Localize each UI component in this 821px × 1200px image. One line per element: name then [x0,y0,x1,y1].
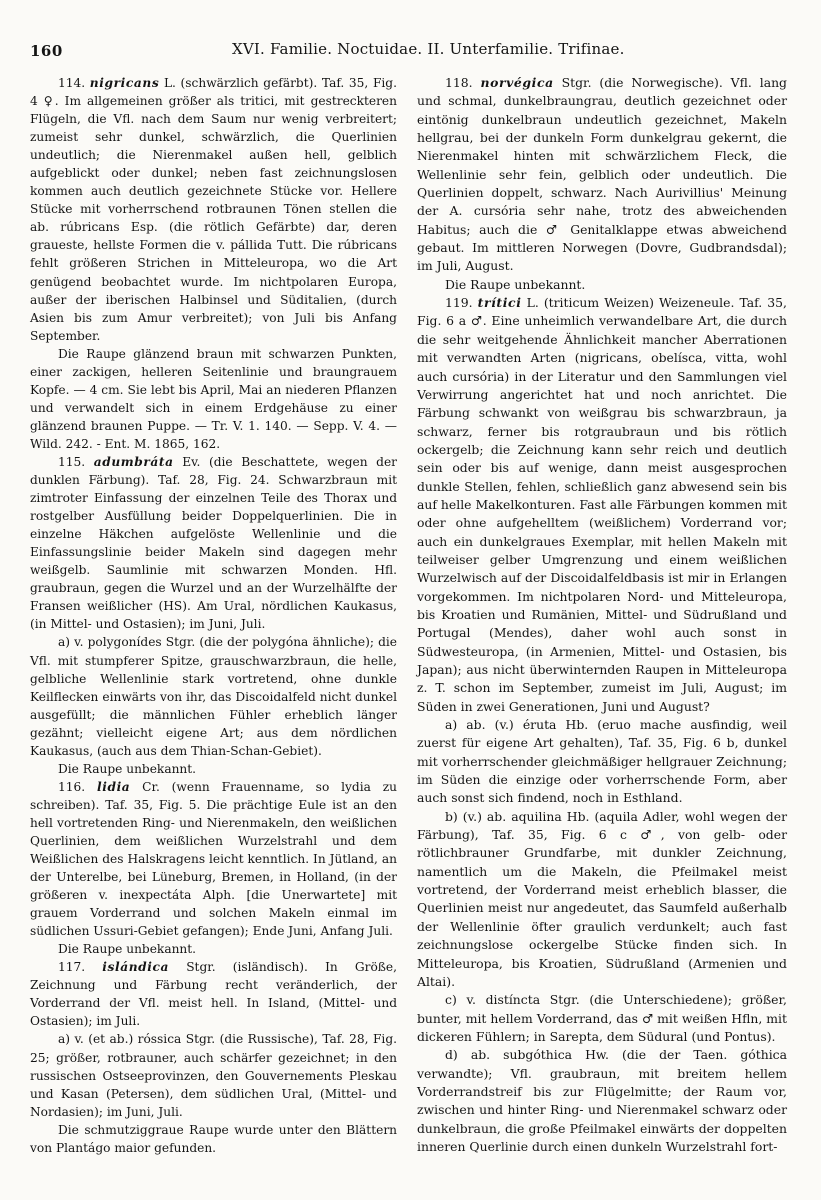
entry-number: 118. [445,75,481,90]
entry-text: Cr. (wenn Frauenname, so lydia zu schreiben). Taf. 35, Fig. 5. Die prächtige Eule ist an den hell vortretenden Ring- und Nierenmakeln, den weißlichen Querlinien, dem weißlichen Wurzelstrahl und dem Weißlichen des Halskragens leicht kenntlich. In Jütland, an der Unterelbe, bei Lüneburg, Bremen, in Holland, (in der größeren v. inexpectáta Alph. [die Unerwartete] mit grauem Vorderrand und solchen Makeln einmal im südlichen Ussuri-Gebiet gefangen); Ende Juni, Anfang Juli. [30,779,397,939]
entry-number: 115. [58,454,94,469]
entry-text: Stgr. (die Norwegische). Vfl. lang und schmal, dunkelbraungrau, deutlich gezeichnet oder eintönig dunkelbraun undeutlich gezeichnet, Makeln hellgrau, bei der dunkeln Form dunkelgrau gekernt, die Nierenmakel hinten mit schwärzlichem Fleck, die Wellenlinie sehr fein, gelblich oder undeutlich. Die Querlinien doppelt, schwarz. Nach Aurivillius' Meinung der A. cursória sehr nahe, trotz des abweichenden Habitus; auch die ♂ Genitalklappe etwas abweichend gebaut. Im mittleren Norwegen (Dovre, Gudbrandsdal); im Juli, August. [417,75,787,274]
variety-text: a) v. (et ab.) róssica Stgr. (die Russische), Taf. 28, Fig. 25; größer, rotbrauner, auch schärfer gezeichnet; in den russischen Ostseeprovinzen, den Gouvernements Pleskau und Kasan (Petersen), dem südlichen Ural, (Mittel- und Nordasien); im Juni, Juli. [30,1032,397,1119]
running-title: XVI. Familie. Noctuidae. II. Unterfamilie. Trifinae. [232,40,625,58]
entry-number: 114. [58,76,90,90]
species-name: nigricans [89,76,160,90]
entry-114 [30,74,397,345]
entry-number: 117. [58,960,103,975]
page-number: 160 [30,42,63,60]
larva-description: Die schmutziggraue Raupe wurde unter den Blättern von Plantágo maior gefunden. [30,1122,397,1155]
species-name: trítici [477,295,522,311]
entry-text: L. (triticum Weizen) Weizeneule. Taf. 35, Fig. 6 a ♂. Eine unheimlich verwandelbare Art, die durch die sehr weitgehende Ähnlichkeit mancher Aberrationen mit verwandten Arten (nigricans, obelísca, vitta, wohl auch cursória) in der Literatur und den Sammlungen viel Verwirrung angerichtet hat und noch anrichtet. Die Färbung schwankt von weißgrau bis schwarzbraun, ja schwarz, ferner bis rotgraubraun und bis rötlich ockergelb; die Zeichnung kann sehr reich und deutlich sein oder bis auf wenige, dann meist ausgesprochen dunkle Stellen, fehlen, schließlich ganz abwesend sein bis auf helle Makelkonturen. Fast alle Färbungen kommen mit oder ohne aufgehelltem (weißlichem) Vorderrand vor; auch ein dunkelgraues Exemplar, mit hellen Makeln mit teilweiser gelber Umgrenzung und einem weißlichen Wurzelwisch auf der Discoidalfeldbasis ist mir in Erlangen vorgekommen. Im nichtpolaren Nord- und Mitteleuropa, bis Kroatien und Rumänien, Mittel- und Südrußland und Portugal (Mendes), daher wohl auch sonst in Südwesteuropa, (in Armenien, Mittel- und Ostasien, bis Japan); aus nicht überwinternden Raupen in Mitteleuropa z. T. schon im September, zumeist im Juli, August; im Süden in zwei Generationen, Juni und August? [417,295,787,714]
variety-text: a) v. polygonídes Stgr. (die der polygóna ähnliche); die Vfl. mit stumpferer Spitze, grauschwarzbraun, die helle, gelbliche Wellenlinie stark vortretend, ohne dunkle Keilflecken einwärts von ihr, das Discoidalfeld nicht dunkel ausgefüllt; die männlichen Fühler erheblich länger gezähnt; vielleicht eigene Art; aus dem nördlichen Kaukasus, (auch aus dem Thian-Schan-Gebiet). [30,635,397,758]
entry-text: L. (schwärzlich gefärbt). Taf. 35, Fig. 4 ♀. Im allgemeinen größer als tritici, mit gestreckteren Flügeln, die Vfl. nach dem Saum nur wenig verbreitert; zumeist sehr dunkel, schwärzlich, die Querlinien undeutlich; die Nierenmakel außen hell, gelblich aufgeblickt oder dunkel; neben fast zeichnungslosen kommen auch deutlich gezeichnete Stücke vor. Hellere Stücke mit vorherrschend rotbraunen Tönen stellen die ab. rúbricans Esp. (die rötlich Gefärbte) dar, deren graueste, hellste Formen die v. pállida Tutt. Die rúbricans fehlt größeren Strichen in Mitteleuropa, wo die Art genügend beobachtet wurde. Im nichtpolaren Europa, außer der iberischen Halbinsel und Süditalien, (durch Asien bis zum Amur verbreitet); von Juli bis Anfang September. [30,76,397,343]
entry-118 [417,74,787,276]
entry-119 [417,294,787,716]
larva-note: Die Raupe unbekannt. [58,942,197,957]
larva-note: Die Raupe unbekannt. [58,761,197,776]
variety-text: c) v. distíncta Stgr. (die Unterschiedene); größer, bunter, mit hellem Vorderrand, das ♂ mit weißen Hfln, mit dickeren Fühlern; in Sarepta, dem Südural (und Pontus). [417,992,787,1044]
larva-note: Die Raupe unbekannt. [445,276,586,292]
entry-number: 116. [58,779,97,794]
species-name: islándica [102,960,170,975]
entry-text: Ev. (die Beschattete, wegen der dunklen Färbung). Taf. 28, Fig. 24. Schwarzbraun mit zimtroter Einfassung der einzelnen Teile des Thorax und rostgelber Ausfüllung beider Doppelquerlinien. Die in einzelne Häkchen aufgelöste Wellenlinie und die Einfassungslinie beider Makeln sind dagegen mehr weißgelb. Saumlinie mit schwarzen Monden. Hfl. graubraun, gegen die Wurzel und an der Wurzelhälfte der Fransen weißlicher (HS). Am Ural, nördlichen Kaukasus, (in Mittel- und Ostasien); im Juni, Juli. [30,454,398,632]
variety-text: d) ab. subgóthica Hw. (die der Taen. góthica verwandte); Vfl. graubraun, mit breitem hellem Vorderrandstreif bis zur Flügelmitte; der Raum vor, zwischen und hinter Ring- und Nierenmakel schwarz oder dunkelbraun, die große Pfeilmakel einwärts der doppelten inneren Querlinie durch einen dunkeln Wurzelstrahl fort- [417,1047,787,1154]
species-name: adumbráta [93,454,174,469]
species-name: norvégica [480,75,554,90]
entry-text: Stgr. (isländisch). In Größe, Zeichnung und Färbung recht veränderlich, der Vorderrand der Vfl. meist hell. In Island, (Mittel- und Ostasien); im Juli. [30,960,398,1029]
species-name: lidia [96,779,131,794]
larva-description: Die Raupe glänzend braun mit schwarzen Punkten, einer zackigen, helleren Seitenlinie und braungrauem Kopfe. — 4 cm. Sie lebt bis April, Mai an niederen Pflanzen und verwandelt sich in einem Erdgehäuse zu einer glänzend braunen Puppe. — Tr. V. 1. 140. — Sepp. V. 4. — Wild. 242. - Ent. M. 1865, 162. [30,346,397,451]
entry-116 [30,778,397,940]
variety-text: a) ab. (v.) éruta Hb. (eruo mache ausfindig, weil zuerst für eigene Art gehalten), Taf. 35, Fig. 6 b, dunkel mit vorherrschender gleichmäßiger hellgrauer Zeichnung; im Süden die einzige oder vorherrschende Form, aber auch sonst sich findend, noch in Esthland. [417,717,787,806]
entry-number: 119. [445,295,478,311]
variety-text: b) (v.) ab. aquilina Hb. (aquila Adler, wohl wegen der Färbung), Taf. 35, Fig. 6 c ♂, von gelb- oder rötlichbrauner Grundfarbe, mit dunkler Zeichnung, namentlich um die Makeln, die Pfeilmakel meist vortretend, der Vorderrand meist erheblich blasser, die Querlinien meist nur angedeutet, das Saumfeld außerhalb der Wellenlinie öfter graulich verdunkelt; auch fast zeichnungslose ockergelbe Stücke finden sich. In Mitteleuropa, bis Kroatien, Südrußland (Armenien und Altai). [417,808,787,989]
left-column [30,74,397,1157]
right-column [417,74,787,1156]
entry-117 [30,958,397,1030]
entry-115 [30,453,397,633]
